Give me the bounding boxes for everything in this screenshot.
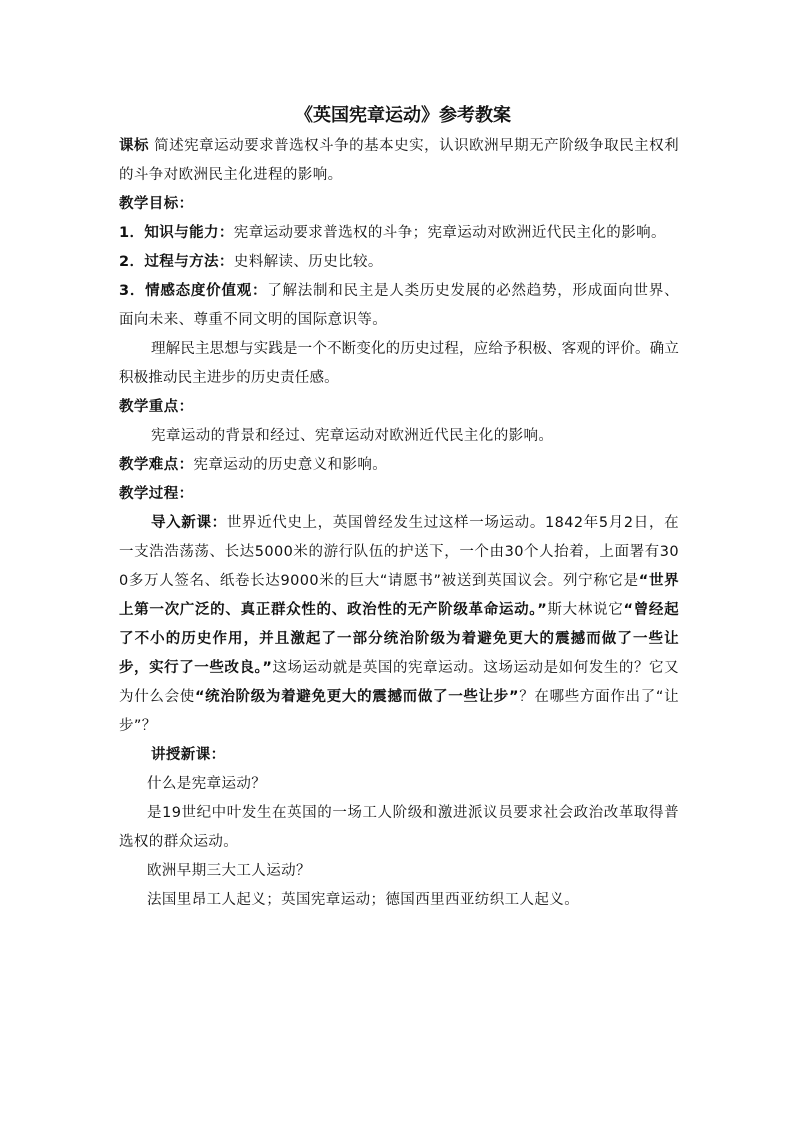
objective-label: 情感态度价值观： [145, 283, 268, 299]
question-2: 欧洲早期三大工人运动？ [147, 863, 311, 879]
document-title: 《英国宪章运动》参考教案 [295, 105, 511, 126]
objective-text: 史料解读、历史比较。 [233, 254, 383, 270]
objective-num: 2． [119, 254, 145, 270]
objectives-extra: 理解民主思想与实践是一个不断变化的历史过程，应给予积极、客观的评价。确立积极推动民主进步的历史责任感。 [119, 341, 679, 386]
curriculum-paragraph [119, 132, 679, 190]
lenin-quote: “世界上第一次广泛的、真正群众性的、政治性的无产阶级革命运动。” [119, 573, 679, 618]
intro-text-2: 斯大林说它 [547, 602, 624, 618]
difficulties-label: 教学难点： [119, 457, 194, 473]
objectives-heading: 教学目标： [119, 196, 194, 212]
objective-label: 过程与方法： [144, 254, 234, 270]
answer-1: 是19世纪中叶发生在英国的一场工人阶级和激进派议员要求社会政治改革取得普选权的群众运动。 [119, 805, 679, 850]
objective-label: 知识与能力： [144, 225, 234, 241]
objective-text: 宪章运动要求普选权的斗争；宪章运动对欧洲近代民主化的影响。 [233, 225, 666, 241]
objective-item-1 [119, 219, 679, 248]
objective-text: 了解法制和民主是人类历史发展的必然趋势，形成面向世界、面向未来、尊重不同文明的国际意识等。 [119, 283, 679, 328]
curriculum-text: 简述宪章运动要求普选权斗争的基本史实，认识欧洲早期无产阶级争取民主权利的斗争对欧洲民主化进程的影响。 [119, 138, 679, 183]
answer-2: 法国里昂工人起义；英国宪章运动；德国西里西亚纺织工人起义。 [147, 892, 580, 908]
teaching-heading: 讲授新课： [151, 747, 226, 763]
objective-num: 1． [119, 225, 145, 241]
objective-item-3 [119, 277, 679, 335]
stalin-quote: “曾经起了不小的历史作用，并且激起了一部分统治阶级为着避免更大的震撼而做了一些让步，实行了一些改良。” [119, 602, 679, 676]
intro-text-1: 世界近代史上，英国曾经发生过这样一场运动。1842年5月2日，在一支浩浩荡荡、长达5000米的游行队伍的护送下，一个由30个人抬着，上面署有300多万人签名、纸卷长达9000米的巨大“请愿书”被送到英国议会。列宁称它是 [119, 515, 679, 589]
question-1: 什么是宪章运动？ [147, 776, 267, 792]
key-points-heading: 教学重点： [119, 399, 194, 415]
curriculum-label: 课标 [119, 138, 149, 154]
concession-quote: “统治阶级为着避免更大的震撼而做了一些让步” [194, 689, 519, 705]
difficulties-text: 宪章运动的历史意义和影响。 [193, 457, 388, 473]
objective-item-2 [119, 248, 679, 277]
difficulties-paragraph [119, 451, 679, 480]
intro-text-4: ？在哪些方面作出了“让步”？ [119, 689, 680, 734]
intro-text-3: 这场运动就是英国的宪章运动。这场运动是如何发生的？它又为什么会使 [119, 660, 679, 705]
document-body [119, 100, 679, 915]
intro-label: 导入新课： [151, 515, 227, 531]
intro-paragraph [119, 509, 679, 741]
process-heading: 教学过程： [119, 486, 194, 502]
objective-num: 3． [119, 283, 146, 299]
key-points-text: 宪章运动的背景和经过、宪章运动对欧洲近代民主化的影响。 [151, 428, 554, 444]
